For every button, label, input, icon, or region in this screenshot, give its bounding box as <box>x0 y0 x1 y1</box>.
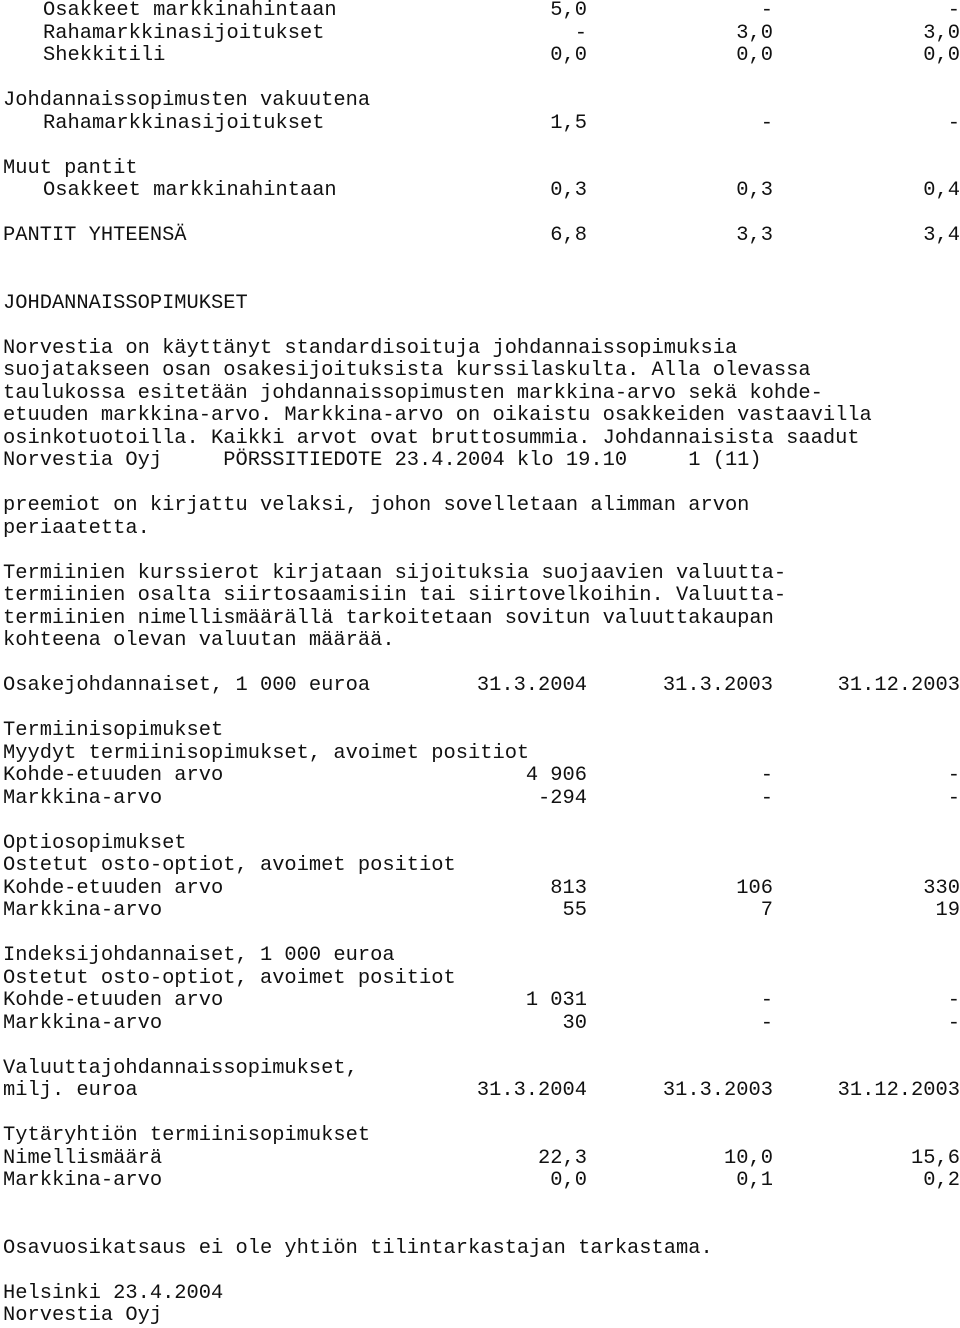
heading-text: Indeksijohdannaiset, 1 000 euroa <box>3 944 395 967</box>
blank-line <box>3 270 960 293</box>
table-row <box>3 113 960 136</box>
section-heading <box>3 833 960 856</box>
document-page <box>3 0 960 1328</box>
column-header-2003-12: 31.12.2003 <box>837 1079 960 1102</box>
value-2003: 0,1 <box>736 1169 773 1192</box>
table-header-row <box>3 675 960 698</box>
value-2003: - <box>760 0 773 22</box>
heading-text: Muut pantit <box>3 156 138 180</box>
table-row <box>3 1013 960 1036</box>
row-label: Osakkeet markkinahintaan <box>43 0 337 22</box>
subheading-text: Ostetut osto-optiot, avoimet positiot <box>3 854 456 877</box>
value-2003: - <box>760 786 773 810</box>
value-2003-12: 19 <box>935 899 960 922</box>
value-2003: - <box>760 1011 773 1035</box>
row-label: Kohde-etuuden arvo <box>3 989 224 1012</box>
text-line: Termiinien kurssierot kirjataan sijoituksia suojaavien valuutta- <box>3 561 787 585</box>
page-header <box>3 450 960 473</box>
audit-note <box>3 1238 960 1261</box>
heading-text: Valuuttajohdannaissopimukset, <box>3 1056 358 1080</box>
column-header-2003: 31.3.2003 <box>662 1079 773 1102</box>
table-row <box>3 788 960 811</box>
table-row <box>3 878 960 901</box>
value-2003-12: 0,2 <box>923 1169 960 1192</box>
value-2003-12: - <box>947 1011 960 1035</box>
table-row <box>3 0 960 23</box>
blank-line <box>3 248 960 271</box>
paragraph-line <box>3 518 960 541</box>
table-row <box>3 180 960 203</box>
value-2004: 55 <box>562 899 587 922</box>
value-2003: 3,3 <box>736 224 773 247</box>
subheading-text: Ostetut osto-optiot, avoimet positiot <box>3 966 456 990</box>
row-label: PANTIT YHTEENSÄ <box>3 224 187 247</box>
place-date <box>3 1283 960 1306</box>
blank-line <box>3 698 960 721</box>
table-row <box>3 23 960 46</box>
heading-text: Johdannaissopimusten vakuutena <box>3 89 371 112</box>
row-label: Markkina-arvo <box>3 786 163 810</box>
blank-line <box>3 1215 960 1238</box>
row-label: Markkina-arvo <box>3 1011 163 1035</box>
value-2004: 0,0 <box>550 1169 587 1192</box>
section-heading <box>3 720 960 743</box>
value-2003-12: 330 <box>923 876 960 900</box>
section-subheading <box>3 743 960 766</box>
value-2003-12: - <box>947 989 960 1012</box>
text-line: preemiot on kirjattu velaksi, johon sovelletaan alimman arvon <box>3 494 750 517</box>
text-line: etuuden markkina-arvo. Markkina-arvo on oikaistu osakkeiden vastaavilla <box>3 404 872 427</box>
blank-line <box>3 1193 960 1216</box>
blank-line <box>3 473 960 496</box>
column-header-2003: 31.3.2003 <box>662 674 773 697</box>
value-2003-12: - <box>947 786 960 810</box>
section-subheading <box>3 1125 960 1148</box>
row-label: Rahamarkkinasijoitukset <box>43 111 325 135</box>
row-label: Shekkitili <box>43 44 166 67</box>
blank-line <box>3 540 960 563</box>
heading-text: Optiosopimukset <box>3 831 187 855</box>
value-2004: 22,3 <box>538 1146 587 1170</box>
value-2004: 4 906 <box>525 764 587 787</box>
value-2004: 5,0 <box>550 0 587 22</box>
place-date-text: Helsinki 23.4.2004 <box>3 1281 224 1305</box>
row-label: Nimellismäärä <box>3 1146 163 1170</box>
blank-line <box>3 1035 960 1058</box>
table-title: milj. euroa <box>3 1079 138 1102</box>
table-row <box>3 45 960 68</box>
total-row <box>3 225 960 248</box>
text-line: termiinien osalta siirtosaamisiin tai siirtovelkoihin. Valuutta- <box>3 584 787 607</box>
value-2003: - <box>760 764 773 787</box>
page-header-text: Norvestia Oyj PÖRSSITIEDOTE 23.4.2004 klo 19.10 1 (11) <box>3 449 762 472</box>
signature-company <box>3 1305 960 1328</box>
section-heading <box>3 1058 960 1081</box>
subheading-text: Tytäryhtiön termiinisopimukset <box>3 1124 371 1147</box>
column-header-2004: 31.3.2004 <box>476 1079 587 1102</box>
blank-line <box>3 1103 960 1126</box>
table-row <box>3 1170 960 1193</box>
paragraph-line <box>3 360 960 383</box>
text-line: kohteena olevan valuutan määrää. <box>3 629 395 652</box>
paragraph-line <box>3 495 960 518</box>
table-row <box>3 1148 960 1171</box>
row-label: Rahamarkkinasijoitukset <box>43 21 325 45</box>
table-row <box>3 900 960 923</box>
value-2004: 30 <box>562 1011 587 1035</box>
blank-line <box>3 810 960 833</box>
blank-line <box>3 923 960 946</box>
paragraph-line <box>3 428 960 451</box>
value-2003: 0,3 <box>736 179 773 202</box>
section-heading <box>3 945 960 968</box>
blank-line <box>3 1260 960 1283</box>
table-row <box>3 990 960 1013</box>
section-heading <box>3 293 960 316</box>
row-label: Kohde-etuuden arvo <box>3 764 224 787</box>
value-2003-12: - <box>947 764 960 787</box>
text-line: Norvestia on käyttänyt standardisoituja johdannaissopimuksia <box>3 336 738 360</box>
value-2004: 813 <box>550 876 587 900</box>
table-header-row <box>3 1080 960 1103</box>
row-label: Markkina-arvo <box>3 1169 163 1192</box>
value-2003: 7 <box>760 899 773 922</box>
table-title: Osakejohdannaiset, 1 000 euroa <box>3 674 371 697</box>
value-2004: 0,0 <box>550 44 587 67</box>
section-subheading <box>3 968 960 991</box>
text-line: periaatetta. <box>3 516 150 540</box>
value-2003: 0,0 <box>736 44 773 67</box>
paragraph-line <box>3 630 960 653</box>
text-line: suojatakseen osan osakesijoituksista kurssilaskulta. Alla olevassa <box>3 359 811 382</box>
blank-line <box>3 315 960 338</box>
paragraph-line <box>3 608 960 631</box>
blank-line <box>3 135 960 158</box>
value-2004: 0,3 <box>550 179 587 202</box>
value-2003-12: 15,6 <box>911 1146 960 1170</box>
paragraph-line <box>3 405 960 428</box>
text-line: termiinien nimellismäärällä tarkoitetaan sovitun valuuttakaupan <box>3 606 774 630</box>
blank-line <box>3 203 960 226</box>
row-label: Osakkeet markkinahintaan <box>43 179 337 202</box>
heading-text: JOHDANNAISSOPIMUKSET <box>3 291 248 315</box>
row-label: Kohde-etuuden arvo <box>3 876 224 900</box>
value-2003-12: 3,4 <box>923 224 960 247</box>
row-label: Markkina-arvo <box>3 899 163 922</box>
blank-line <box>3 68 960 91</box>
value-2004: 6,8 <box>550 224 587 247</box>
paragraph-line <box>3 383 960 406</box>
value-2003-12: - <box>947 0 960 22</box>
value-2003-12: 0,4 <box>923 179 960 202</box>
section-heading <box>3 158 960 181</box>
blank-line <box>3 653 960 676</box>
text-line: taulukossa esitetään johdannaissopimusten markkina-arvo sekä kohde- <box>3 381 823 405</box>
paragraph-line <box>3 338 960 361</box>
text-line: osinkotuotoilla. Kaikki arvot ovat bruttosummia. Johdannaisista saadut <box>3 426 860 450</box>
company-name: Norvestia Oyj <box>3 1304 163 1327</box>
value-2003: - <box>760 111 773 135</box>
table-row <box>3 765 960 788</box>
audit-note-text: Osavuosikatsaus ei ole yhtiön tilintarkastajan tarkastama. <box>3 1236 713 1260</box>
value-2003-12: 0,0 <box>923 44 960 67</box>
value-2004: - <box>574 21 587 45</box>
value-2003-12: 3,0 <box>923 21 960 45</box>
value-2003-12: - <box>947 111 960 135</box>
value-2003: - <box>760 989 773 1012</box>
value-2004: 1,5 <box>550 111 587 135</box>
value-2004: -294 <box>538 786 587 810</box>
paragraph-line <box>3 563 960 586</box>
subheading-text: Myydyt termiinisopimukset, avoimet positiot <box>3 741 530 765</box>
heading-text: Termiinisopimukset <box>3 719 224 742</box>
value-2003: 106 <box>736 876 773 900</box>
column-header-2004: 31.3.2004 <box>476 674 587 697</box>
value-2004: 1 031 <box>525 989 587 1012</box>
column-header-2003-12: 31.12.2003 <box>837 674 960 697</box>
section-subheading <box>3 855 960 878</box>
value-2003: 10,0 <box>724 1146 773 1170</box>
value-2003: 3,0 <box>736 21 773 45</box>
section-heading <box>3 90 960 113</box>
paragraph-line <box>3 585 960 608</box>
